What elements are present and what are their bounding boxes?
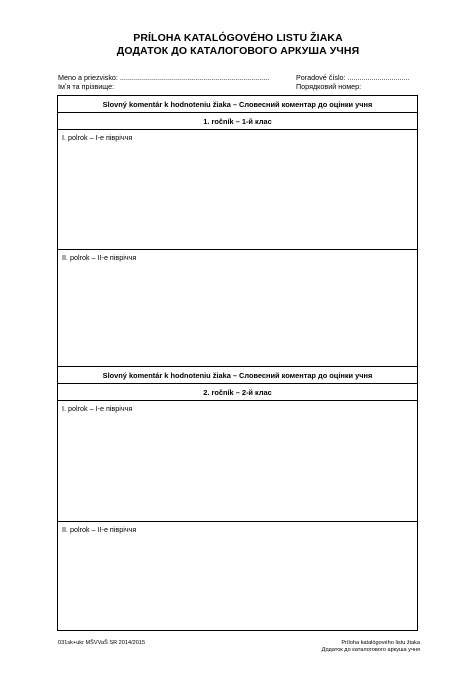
footer-doc-name xyxy=(322,640,420,654)
student-number-label-uk: Порядковий номер: xyxy=(296,82,362,91)
half-year-1-label-grade1: I. polrok – I-е півріччя xyxy=(62,133,133,142)
document-title-uk: ДОДАТОК ДО КАТАЛОГОВОГО АРКУША УЧНЯ xyxy=(116,45,360,57)
grade-heading-1: 1. ročník – 1-й клас xyxy=(58,113,417,130)
document-title-sk: PRÍLOHA KATALÓGOVÉHO LISTU ŽIAKA xyxy=(133,32,343,44)
student-name-block xyxy=(58,73,270,91)
footer-doc-name-sk: Príloha katalógového listu žiaka xyxy=(341,640,420,646)
student-name-label-uk: Імʼя та прізвище: xyxy=(58,82,115,91)
section-divider xyxy=(58,521,417,522)
half-year-1-label-grade2: I. polrok – I-е півріччя xyxy=(62,404,133,413)
footer-doc-name-uk: Додаток до каталогового аркуша учня xyxy=(321,647,420,653)
half-year-2-label-grade1: II. polrok – II-е півріччя xyxy=(62,253,137,262)
comment-heading-1: Slovný komentár k hodnoteniu žiaka – Словесний коментар до оцінки учня xyxy=(58,96,417,113)
comment-form-frame xyxy=(57,95,418,631)
half-year-2-label-grade2: II. polrok – II-е півріччя xyxy=(62,525,137,534)
footer-code: 031sk+ukr MŠVVaŠ SR 2014/2015 xyxy=(58,640,146,646)
section-divider xyxy=(58,249,417,250)
comment-heading-2: Slovný komentár k hodnoteniu žiaka – Словесний коментар до оцінки учня xyxy=(58,367,417,384)
grade-heading-2: 2. ročník – 2-й клас xyxy=(58,384,417,401)
student-number-block xyxy=(296,73,409,91)
student-number-label[interactable]: Poradové číslo: ............................... xyxy=(296,73,410,82)
student-name-label[interactable]: Meno a priezvisko: ........................................................................... xyxy=(58,73,270,82)
